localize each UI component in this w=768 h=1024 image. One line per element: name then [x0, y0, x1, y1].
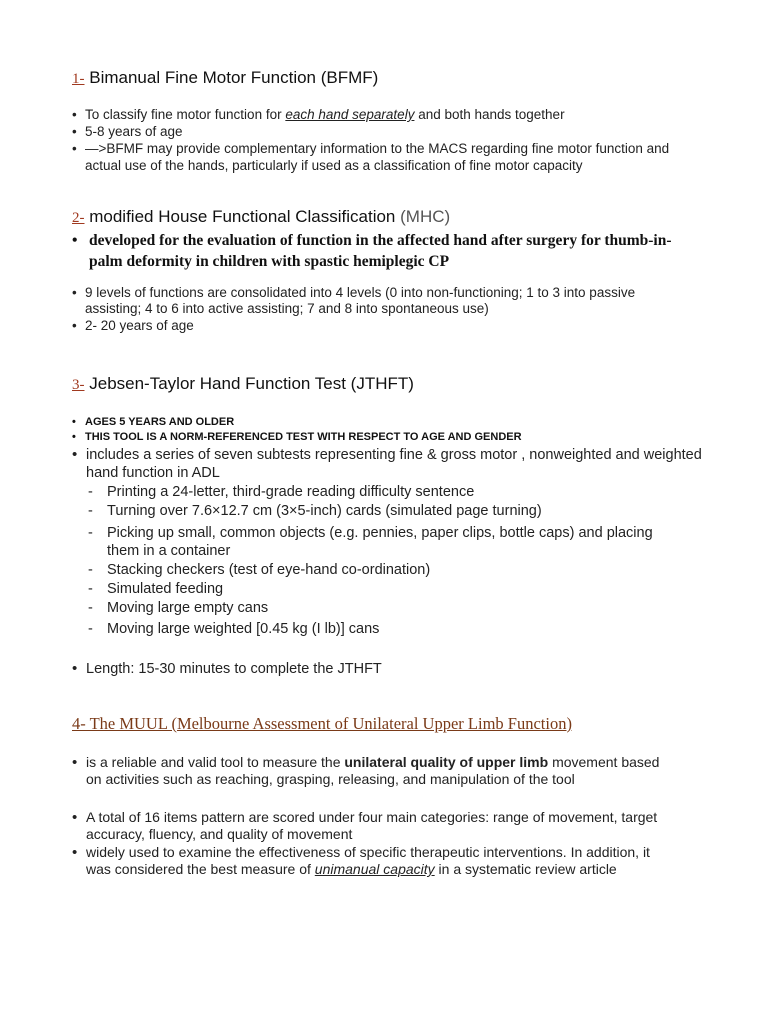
caps-text: THIS TOOL IS A NORM-REFERENCED TEST WITH RESPECT TO AGE AND GENDER	[85, 431, 522, 443]
bullet-text: —>BFMF may provide complementary information to the MACS regarding fine motor function and actual use of the hands, particularly if used as a classification of fine motor capacity	[85, 141, 670, 173]
section1-bullet-3	[72, 141, 672, 174]
bullet-icon: •	[72, 660, 78, 677]
bullet-text: movement based on activities such as reaching, grasping, releasing, and manipulation of the tool	[86, 754, 660, 787]
subtest-item	[88, 483, 708, 501]
section2-title: modified House Functional Classification	[89, 207, 396, 226]
section4-bullet-1	[72, 754, 672, 788]
subtest-text: Printing a 24-letter, third-grade reading difficulty sentence	[107, 484, 475, 500]
bullet-icon: •	[72, 124, 77, 139]
section4-bullet-3	[72, 844, 672, 878]
bullet-text: 9 levels of functions are consolidated into 4 levels (0 into non-functioning; 1 to 3 into passive assisting; 4 to 6 into active assisting; 7 and 8 into spontaneous use)	[85, 285, 636, 316]
dash-icon: -	[88, 600, 93, 616]
section3-caps-1	[72, 415, 712, 430]
section3-title: Jebsen-Taylor Hand Function Test (JTHFT)	[89, 374, 414, 393]
section3-length	[72, 660, 712, 678]
dash-icon: -	[88, 562, 93, 578]
section2-number: 2-	[72, 210, 85, 226]
section1-heading	[72, 68, 378, 88]
bullet-text: is a reliable and valid tool to measure the	[86, 754, 345, 770]
dash-icon: -	[88, 621, 93, 637]
bullet-icon: •	[72, 107, 77, 122]
section3-heading	[72, 374, 414, 394]
bullet-icon: •	[72, 446, 78, 463]
section2-abbr: (MHC)	[400, 207, 451, 226]
bullet-text: in a systematic review article	[434, 861, 617, 877]
subtest-text: Picking up small, common objects (e.g. pennies, paper clips, bottle caps) and placing them in a container	[107, 525, 653, 559]
lead-text: developed for the evaluation of function in the affected hand after surgery for thumb-in-palm deformity in children with spastic hemiplegic CP	[89, 232, 672, 270]
bullet-icon: •	[72, 285, 77, 300]
subtest-text: Stacking checkers (test of eye-hand co-ordination)	[107, 562, 431, 578]
section3-number: 3-	[72, 377, 85, 393]
section1-title: Bimanual Fine Motor Function (BFMF)	[89, 68, 379, 87]
subtest-item	[88, 502, 708, 520]
section1-bullet-1	[72, 107, 712, 124]
dash-icon: -	[88, 581, 93, 597]
section4-heading: 4- The MUUL (Melbourne Assessment of Unilateral Upper Limb Function)	[72, 714, 572, 733]
bullet-icon: •	[72, 416, 76, 428]
section2-heading	[72, 207, 450, 227]
subtest-text: Moving large weighted [0.45 kg (I lb)] cans	[107, 621, 380, 637]
section4-bullet-2	[72, 809, 672, 843]
section2-bullet-2	[72, 318, 712, 335]
bullet-icon: •	[72, 232, 78, 249]
bullet-text: A total of 16 items pattern are scored under four main categories: range of movement, target accuracy, fluency, and quality of movement	[86, 809, 658, 842]
bullet-icon: •	[72, 141, 77, 156]
bullet-icon: •	[72, 431, 76, 443]
bullet-icon: •	[72, 844, 78, 861]
bold-text: unilateral quality of upper limb	[344, 754, 549, 770]
subtest-item	[88, 580, 708, 598]
caps-text: AGES 5 YEARS AND OLDER	[85, 416, 235, 428]
dash-icon: -	[88, 484, 93, 500]
subtest-text: Moving large empty cans	[107, 600, 269, 616]
bullet-text: widely used to examine the effectiveness of specific therapeutic interventions. In addition, it was considered the best measure of	[86, 844, 650, 877]
dash-icon: -	[88, 525, 93, 541]
subtest-item	[88, 524, 688, 560]
section3-intro	[72, 446, 702, 482]
section2-lead	[72, 230, 682, 272]
bullet-icon: •	[72, 809, 78, 826]
section3-caps-2	[72, 430, 712, 445]
section1-number: 1-	[72, 71, 85, 87]
bullet-icon: •	[72, 318, 77, 333]
bullet-text: To classify fine motor function for	[85, 107, 286, 122]
bullet-text: and both hands together	[414, 107, 565, 122]
subtest-item	[88, 599, 708, 617]
bullet-text: Length: 15-30 minutes to complete the JTHFT	[86, 661, 382, 677]
bullet-text: 5-8 years of age	[85, 124, 183, 139]
section1-bullet-2	[72, 124, 712, 141]
bullet-icon: •	[72, 754, 78, 771]
bullet-text: 2- 20 years of age	[85, 318, 194, 333]
subtest-item	[88, 620, 708, 638]
emphasis-text: unimanual capacity	[314, 861, 435, 877]
subtest-text: Simulated feeding	[107, 581, 224, 597]
bullet-text: includes a series of seven subtests representing fine & gross motor , nonweighted and weighted hand function in ADL	[86, 447, 702, 481]
subtest-item	[88, 561, 708, 579]
subtest-text: Turning over 7.6×12.7 cm (3×5-inch) cards (simulated page turning)	[107, 503, 542, 519]
emphasis-text: each hand separately	[285, 107, 415, 122]
dash-icon: -	[88, 503, 93, 519]
section2-bullet-1	[72, 285, 672, 316]
